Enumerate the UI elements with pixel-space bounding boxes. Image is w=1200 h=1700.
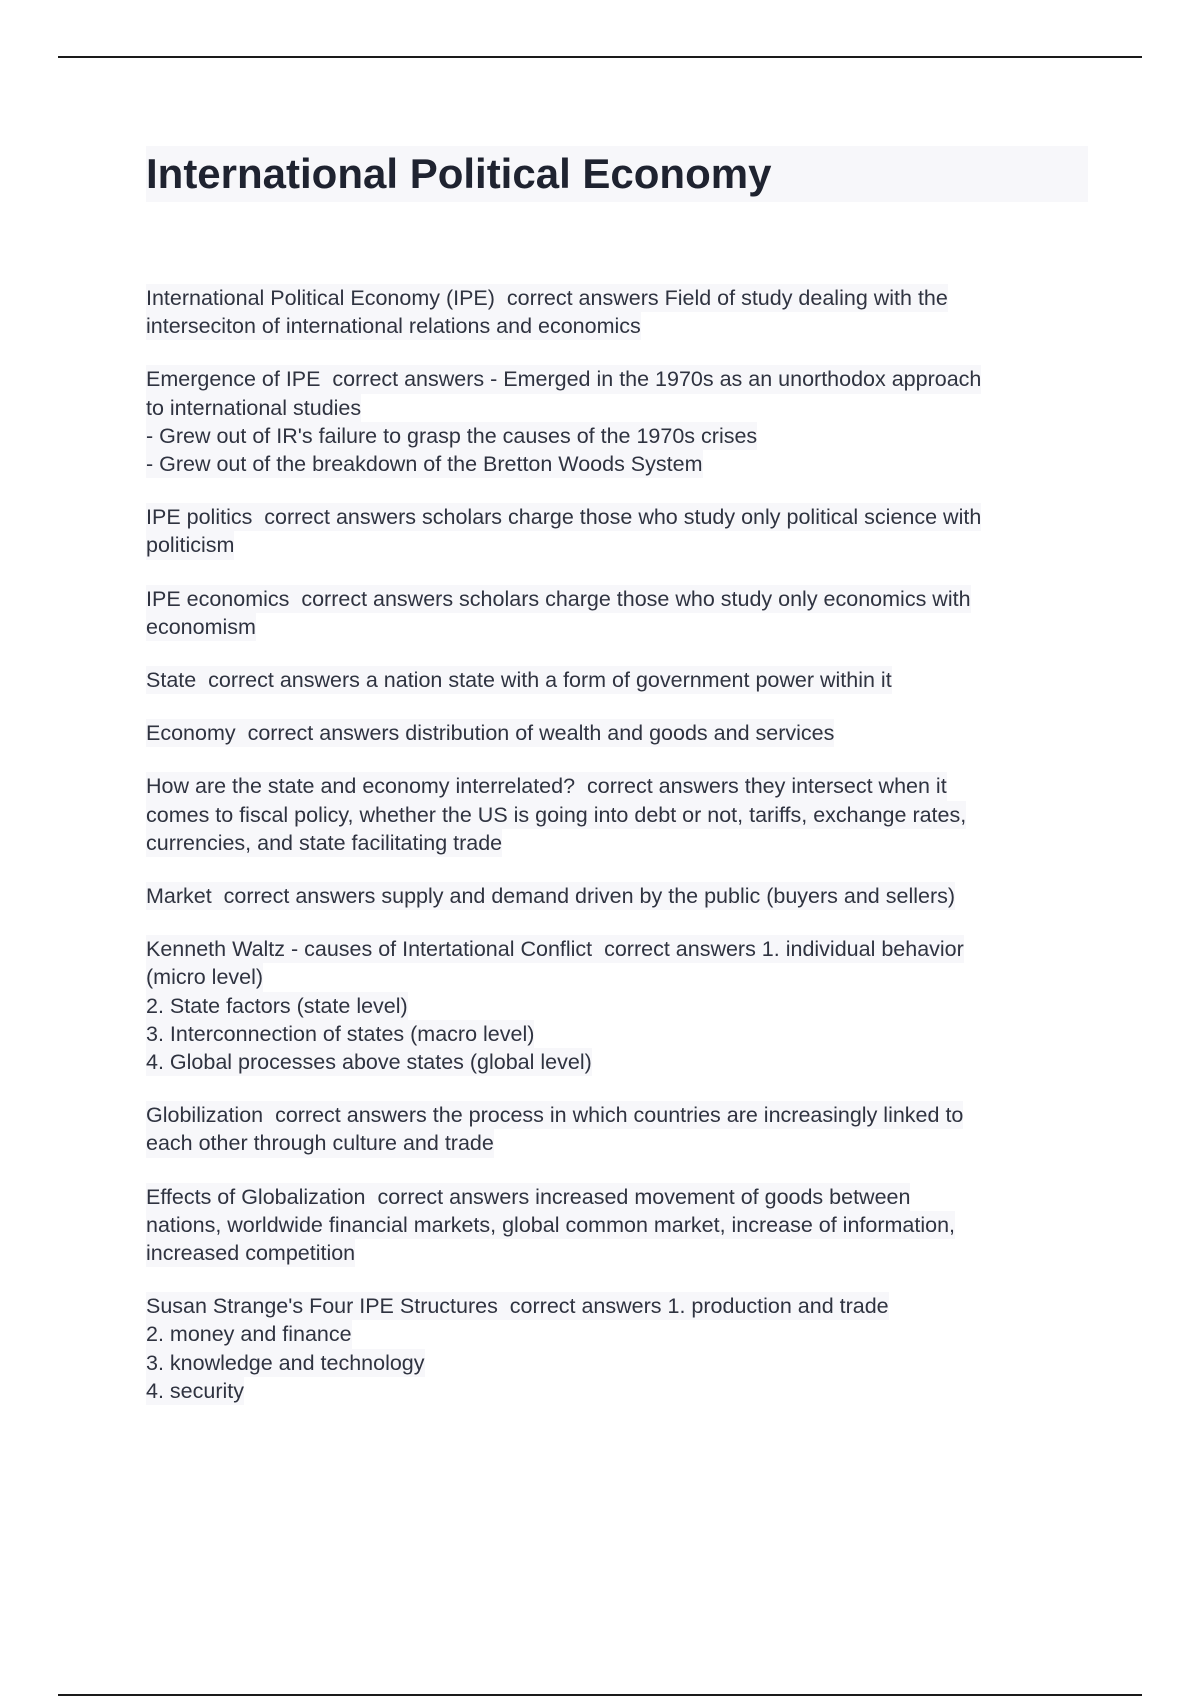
flashcard-entry	[146, 1292, 1088, 1405]
entry-answer-line: - Grew out of IR's failure to grasp the causes of the 1970s crises	[146, 422, 757, 450]
entry-term-line: IPE economics correct answers scholars charge those who study only economics with	[146, 585, 971, 613]
entry-term-line: How are the state and economy interrelated? correct answers they intersect when it	[146, 772, 947, 800]
entry-answer-line: nations, worldwide financial markets, global common market, increase of information,	[146, 1211, 955, 1239]
entry-term-line: Effects of Globalization correct answers increased movement of goods between	[146, 1183, 910, 1211]
entry-answer-line: interseciton of international relations and economics	[146, 312, 641, 340]
entry-answer-line: comes to fiscal policy, whether the US is going into debt or not, tariffs, exchange rates,	[146, 801, 966, 829]
entry-term-line: Market correct answers supply and demand driven by the public (buyers and sellers)	[146, 882, 955, 910]
flashcard-entry	[146, 719, 1088, 747]
flashcard-entry	[146, 503, 1088, 559]
entry-answer-line: 2. money and finance	[146, 1320, 352, 1348]
entry-answer-line: 4. Global processes above states (global level)	[146, 1048, 592, 1076]
entry-answer-line: economism	[146, 613, 256, 641]
flashcard-entry	[146, 772, 1088, 857]
entry-term-line: State correct answers a nation state with a form of government power within it	[146, 666, 892, 694]
flashcard-entry	[146, 585, 1088, 641]
entry-answer-line: to international studies	[146, 394, 361, 422]
entry-term-line: Kenneth Waltz - causes of Intertational Conflict correct answers 1. individual behavior	[146, 935, 964, 963]
flashcard-entry	[146, 882, 1088, 910]
entry-term-line: Susan Strange's Four IPE Structures correct answers 1. production and trade	[146, 1292, 889, 1320]
entry-answer-line: politicism	[146, 531, 234, 559]
entry-term-line: Economy correct answers distribution of wealth and goods and services	[146, 719, 834, 747]
flashcard-entry	[146, 365, 1088, 478]
entry-answer-line: 3. knowledge and technology	[146, 1349, 425, 1377]
entry-term-line: IPE politics correct answers scholars charge those who study only political science with	[146, 503, 981, 531]
title-banner	[146, 146, 1088, 202]
entry-answer-line: currencies, and state facilitating trade	[146, 829, 502, 857]
entry-answer-line: - Grew out of the breakdown of the Bretton Woods System	[146, 450, 703, 478]
entry-answer-line: (micro level)	[146, 963, 263, 991]
entry-answer-line: increased competition	[146, 1239, 355, 1267]
entry-term-line: International Political Economy (IPE) correct answers Field of study dealing with the	[146, 284, 948, 312]
flashcard-entry	[146, 1183, 1088, 1268]
bottom-rule	[58, 1694, 1142, 1696]
flashcard-entry	[146, 284, 1088, 340]
top-rule	[58, 56, 1142, 58]
entry-answer-line: each other through culture and trade	[146, 1129, 494, 1157]
entry-term-line: Globilization correct answers the process in which countries are increasingly linked to	[146, 1101, 963, 1129]
entry-answer-line: 3. Interconnection of states (macro level)	[146, 1020, 534, 1048]
flashcard-entry	[146, 1101, 1088, 1157]
entry-list	[146, 284, 1088, 1405]
flashcard-entry	[146, 666, 1088, 694]
entry-answer-line: 4. security	[146, 1377, 244, 1405]
entry-answer-line: 2. State factors (state level)	[146, 992, 408, 1020]
entry-term-line: Emergence of IPE correct answers - Emerged in the 1970s as an unorthodox approach	[146, 365, 981, 393]
document-title: International Political Economy	[146, 150, 772, 197]
document-body	[146, 146, 1088, 1430]
flashcard-entry	[146, 935, 1088, 1076]
